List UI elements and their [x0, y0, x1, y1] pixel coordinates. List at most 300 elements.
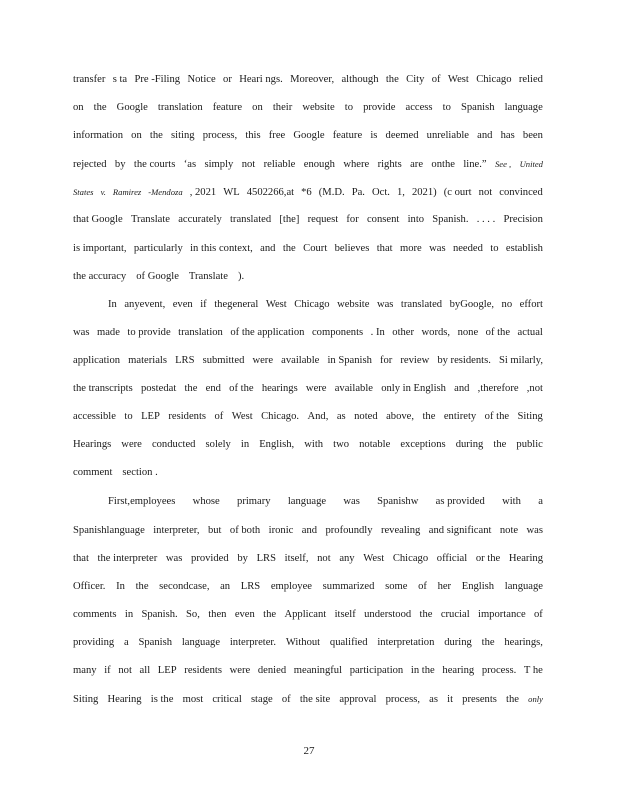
- word: request: [307, 214, 339, 226]
- word: And,: [307, 411, 329, 423]
- word: simply: [204, 159, 234, 171]
- word: a: [123, 636, 129, 648]
- word: the: [493, 439, 507, 451]
- word: is important,: [73, 242, 127, 254]
- word: ,not: [526, 383, 543, 395]
- word: qualified: [329, 636, 368, 648]
- word: with: [304, 439, 324, 451]
- word: hearing: [442, 664, 475, 676]
- word: [the]: [279, 214, 300, 226]
- word: with: [502, 496, 521, 508]
- word: solely: [205, 439, 231, 451]
- word: in Spanish: [327, 354, 372, 366]
- word: *6: [301, 187, 312, 199]
- word: City: [406, 74, 425, 85]
- word: the: [184, 383, 198, 395]
- word: (c ourt: [443, 187, 472, 199]
- word: has: [500, 130, 515, 142]
- word: even: [172, 298, 193, 310]
- word: application: [73, 354, 121, 366]
- word: In: [108, 298, 117, 310]
- word: to provide: [127, 326, 171, 338]
- page-number: 27: [303, 745, 315, 757]
- word: West: [363, 552, 385, 564]
- word: on: [73, 102, 84, 114]
- text-line: [73, 66, 543, 94]
- word: the: [135, 580, 149, 592]
- word: by: [114, 159, 126, 171]
- word: was: [526, 524, 543, 536]
- word: Google: [116, 102, 148, 114]
- word: not: [317, 552, 331, 564]
- word: of the: [484, 411, 510, 423]
- word: in the: [410, 664, 435, 676]
- word: the: [385, 74, 399, 85]
- word: language: [504, 102, 543, 114]
- word: understood: [364, 608, 412, 620]
- word: s ta: [112, 74, 128, 85]
- word: many: [73, 664, 97, 676]
- word: Applicant: [284, 608, 327, 620]
- word: interpreter,: [153, 524, 200, 536]
- word: notable: [359, 439, 391, 451]
- word: providing: [73, 636, 115, 648]
- word: West: [265, 298, 287, 310]
- word: First,employees: [108, 496, 176, 508]
- word: but: [207, 524, 222, 536]
- word: line.”: [463, 159, 487, 171]
- word: comment: [73, 467, 113, 479]
- word: T he: [523, 664, 543, 676]
- word: deemed: [385, 130, 419, 142]
- word: are: [410, 159, 424, 171]
- word: translation: [157, 102, 203, 114]
- word: free: [268, 130, 286, 142]
- word: not: [478, 187, 493, 199]
- word: rejected: [73, 159, 107, 171]
- word: Si milarly,: [498, 354, 543, 366]
- word: Google: [293, 130, 325, 142]
- word: 2021): [411, 187, 437, 199]
- word: their: [272, 102, 293, 114]
- word: on: [131, 130, 142, 142]
- word: 4502266,at: [246, 187, 295, 199]
- word: and: [260, 242, 276, 254]
- word: even: [234, 608, 255, 620]
- word: LRS: [256, 552, 276, 564]
- word: where: [343, 159, 370, 171]
- word: West: [231, 411, 253, 423]
- word: materials: [128, 354, 167, 366]
- word: note: [499, 524, 519, 536]
- word: States: [73, 187, 94, 198]
- word: if: [104, 664, 111, 676]
- word: is: [370, 130, 378, 142]
- word: Chicago: [294, 298, 330, 310]
- word: by: [237, 552, 248, 564]
- word: was: [73, 326, 90, 338]
- word: hearings,: [504, 636, 543, 648]
- word: of: [431, 74, 441, 85]
- word: Ramirez: [112, 187, 142, 198]
- word: Notice: [187, 74, 216, 85]
- word: interpreter.: [229, 636, 277, 648]
- word: that: [376, 242, 393, 254]
- word: two: [333, 439, 350, 451]
- word: that Google: [73, 214, 123, 226]
- word: Without: [285, 636, 321, 648]
- word: relied: [518, 74, 543, 85]
- word: Spanish: [460, 102, 495, 114]
- word: transfer: [73, 74, 106, 85]
- word: profoundly: [325, 524, 373, 536]
- word: Hearings: [73, 439, 112, 451]
- word: any: [339, 552, 355, 564]
- word: process,: [202, 130, 238, 142]
- word: to: [124, 411, 133, 423]
- word: ‘as: [183, 159, 197, 171]
- word: website: [302, 102, 335, 114]
- word: ironic: [268, 524, 294, 536]
- word: above,: [386, 411, 415, 423]
- word: and: [477, 130, 493, 142]
- word: hearings: [261, 383, 298, 395]
- word: employee: [270, 580, 313, 592]
- word: Spanish: [138, 636, 173, 648]
- word: LRS: [240, 580, 261, 592]
- word: meaningful: [293, 664, 343, 676]
- word: during: [455, 439, 484, 451]
- word: process.: [481, 664, 517, 676]
- word: all: [139, 664, 151, 676]
- word: language: [287, 496, 327, 508]
- word: was: [429, 242, 446, 254]
- word: So,: [186, 608, 200, 620]
- text-line: [73, 150, 543, 178]
- word: of the application: [230, 326, 305, 338]
- text-line: [73, 685, 543, 713]
- word: as provided: [435, 496, 485, 508]
- word: were: [252, 354, 274, 366]
- word: itself,: [284, 552, 309, 564]
- word: entirety: [443, 411, 477, 423]
- word: during: [444, 636, 472, 648]
- word: feature: [212, 102, 243, 114]
- word: Chicago: [476, 74, 512, 85]
- word: Chicago: [392, 552, 429, 564]
- word: was: [376, 298, 394, 310]
- word: enough: [303, 159, 335, 171]
- word: that: [73, 552, 89, 564]
- word: Siting: [517, 411, 543, 423]
- word: for: [379, 354, 393, 366]
- word: the: [481, 636, 495, 648]
- word: and significant: [428, 524, 492, 536]
- text-line: [73, 235, 543, 263]
- word: of both: [229, 524, 261, 536]
- word: importance: [478, 608, 526, 620]
- word: a: [538, 496, 543, 508]
- word: onthe: [431, 159, 455, 171]
- word: no: [501, 298, 513, 310]
- word: actual: [517, 326, 543, 338]
- word: itself: [334, 608, 356, 620]
- word: of the: [229, 383, 254, 395]
- text-line: [73, 94, 543, 122]
- word: reliable: [263, 159, 296, 171]
- word: the: [419, 608, 433, 620]
- word: of Google: [136, 270, 179, 282]
- word: Precision: [503, 214, 543, 226]
- word: to: [344, 102, 353, 114]
- word: the: [149, 130, 163, 142]
- word: critical: [212, 694, 242, 706]
- word: ).: [237, 270, 245, 282]
- word: it: [447, 694, 454, 706]
- word: into: [407, 214, 425, 226]
- word: Spanish.: [432, 214, 469, 226]
- word: the site: [299, 694, 331, 706]
- word: an: [220, 580, 231, 592]
- word: (M.D.: [318, 187, 345, 199]
- word: then: [208, 608, 227, 620]
- word: end: [205, 383, 221, 395]
- word: , 2021: [189, 187, 217, 199]
- word: comments: [73, 608, 117, 620]
- word: to: [442, 102, 451, 114]
- word: only: [528, 694, 543, 705]
- text-line: [73, 517, 543, 545]
- word: other: [392, 326, 415, 338]
- word: v.: [100, 187, 106, 198]
- word: access: [405, 102, 433, 114]
- word: Heari ngs.: [239, 74, 283, 85]
- word: See ,: [494, 159, 512, 170]
- word: Pa.: [351, 187, 365, 199]
- word: siting: [171, 130, 195, 142]
- word: or the: [475, 552, 501, 564]
- word: summarized: [322, 580, 375, 592]
- word: the: [93, 102, 107, 114]
- word: English,: [259, 439, 295, 451]
- word: residents: [184, 664, 222, 676]
- word: the transcripts: [73, 383, 133, 395]
- word: if: [200, 298, 207, 310]
- word: and: [454, 383, 470, 395]
- word: section .: [122, 467, 158, 479]
- text-line: [73, 431, 543, 459]
- word: Oct.: [371, 187, 390, 199]
- word: Spanishw: [377, 496, 419, 508]
- word: her: [437, 580, 452, 592]
- body-text: [73, 66, 543, 713]
- text-line: [73, 545, 543, 573]
- word: . . . .: [476, 214, 496, 226]
- text-line: [73, 629, 543, 657]
- word: were: [121, 439, 142, 451]
- word: the accuracy: [73, 270, 127, 282]
- word: to: [490, 242, 499, 254]
- word: of: [534, 608, 543, 620]
- word: 1,: [396, 187, 405, 199]
- word: whose: [192, 496, 220, 508]
- word: made: [96, 326, 120, 338]
- word: -Mendoza: [148, 187, 183, 198]
- word: the: [506, 694, 519, 706]
- word: although: [341, 74, 379, 85]
- word: secondcase,: [159, 580, 210, 592]
- word: not: [118, 664, 132, 676]
- word: were: [305, 383, 327, 395]
- word: was: [165, 552, 183, 564]
- word: Officer.: [73, 580, 106, 592]
- word: none: [457, 326, 479, 338]
- word: In: [116, 580, 125, 592]
- word: Moreover,: [290, 74, 335, 85]
- word: is the: [150, 694, 174, 706]
- text-line: [73, 291, 543, 319]
- word: Translate: [188, 270, 228, 282]
- word: convinced: [499, 187, 543, 199]
- word: believes: [334, 242, 370, 254]
- word: public: [516, 439, 543, 451]
- word: not: [241, 159, 256, 171]
- word: thegeneral: [214, 298, 259, 310]
- text-line: [73, 403, 543, 431]
- word: and: [301, 524, 318, 536]
- text-line: [73, 657, 543, 685]
- word: Hearing: [508, 552, 543, 564]
- word: byGoogle,: [449, 298, 495, 310]
- word: particularly: [133, 242, 183, 254]
- text-line: [73, 573, 543, 601]
- word: Hearing: [107, 694, 142, 706]
- word: needed: [452, 242, 483, 254]
- word: of the: [485, 326, 511, 338]
- word: official: [436, 552, 468, 564]
- word: this: [245, 130, 261, 142]
- word: provide: [363, 102, 396, 114]
- word: Chicago.: [261, 411, 300, 423]
- word: crucial: [440, 608, 470, 620]
- text-line: [73, 178, 543, 206]
- word: WL: [223, 187, 240, 199]
- word: in: [124, 608, 134, 620]
- word: more: [399, 242, 422, 254]
- word: was: [343, 496, 360, 508]
- text-line: [73, 601, 543, 629]
- word: . In: [370, 326, 385, 338]
- word: approval: [339, 694, 377, 706]
- word: Pre -Filing: [134, 74, 181, 85]
- word: LEP: [157, 664, 177, 676]
- word: accessible: [73, 411, 116, 423]
- word: residents: [168, 411, 207, 423]
- word: available: [334, 383, 373, 395]
- word: English: [461, 580, 495, 592]
- word: of: [418, 580, 427, 592]
- word: Translate: [130, 214, 170, 226]
- word: interpretation: [377, 636, 435, 648]
- word: the: [422, 411, 436, 423]
- word: participation: [349, 664, 404, 676]
- word: been: [522, 130, 543, 142]
- word: LEP: [141, 411, 160, 423]
- word: rights: [377, 159, 402, 171]
- word: presents: [462, 694, 497, 706]
- word: noted: [354, 411, 378, 423]
- word: on: [252, 102, 263, 114]
- word: words,: [421, 326, 451, 338]
- text-line: [73, 488, 543, 516]
- word: review: [400, 354, 430, 366]
- word: exceptions: [400, 439, 446, 451]
- text-line: [73, 319, 543, 347]
- word: were: [229, 664, 251, 676]
- text-line: [73, 459, 543, 487]
- word: consent: [366, 214, 400, 226]
- word: the: [282, 242, 296, 254]
- word: the: [263, 608, 277, 620]
- word: the interpreter: [97, 552, 158, 564]
- word: translated: [400, 298, 443, 310]
- word: components: [311, 326, 364, 338]
- text-line: [73, 122, 543, 150]
- word: by residents.: [437, 354, 491, 366]
- word: only in English: [381, 383, 446, 395]
- word: LRS: [175, 354, 195, 366]
- text-line: [73, 206, 543, 234]
- word: language: [504, 580, 543, 592]
- word: accurately: [178, 214, 222, 226]
- word: postedat: [140, 383, 177, 395]
- word: of: [281, 694, 291, 706]
- word: submitted: [202, 354, 245, 366]
- word: as: [336, 411, 346, 423]
- word: or: [223, 74, 232, 85]
- word: effort: [519, 298, 543, 310]
- word: of: [214, 411, 224, 423]
- word: ,therefore: [477, 383, 519, 395]
- word: some: [385, 580, 408, 592]
- word: provided: [191, 552, 229, 564]
- text-line: [73, 375, 543, 403]
- word: translated: [229, 214, 272, 226]
- word: unreliable: [426, 130, 470, 142]
- word: conducted: [151, 439, 196, 451]
- word: revealing: [380, 524, 421, 536]
- text-line: [73, 263, 543, 291]
- word: available: [281, 354, 320, 366]
- word: in this context,: [190, 242, 253, 254]
- word: website: [337, 298, 370, 310]
- word: for: [346, 214, 359, 226]
- word: the courts: [133, 159, 176, 171]
- word: stage: [250, 694, 273, 706]
- word: Siting: [73, 694, 99, 706]
- word: in: [240, 439, 250, 451]
- word: most: [182, 694, 204, 706]
- word: language: [181, 636, 221, 648]
- word: West: [447, 74, 469, 85]
- word: information: [73, 130, 124, 142]
- word: translation: [178, 326, 223, 338]
- word: primary: [237, 496, 271, 508]
- word: Court: [303, 242, 328, 254]
- word: Spanish.: [141, 608, 178, 620]
- word: Spanishlanguage: [73, 524, 145, 536]
- word: anyevent,: [124, 298, 166, 310]
